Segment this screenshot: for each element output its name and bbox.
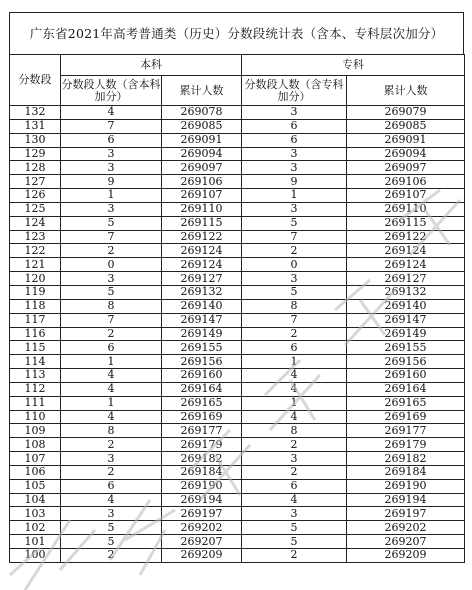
zhuanke-count-cell: 4 (242, 369, 347, 383)
zhuanke-count-cell: 5 (242, 285, 347, 299)
table-row (10, 341, 465, 355)
zhuanke-cumulative-cell: 269179 (347, 438, 465, 452)
table-body (10, 106, 465, 563)
table-row (10, 313, 465, 327)
score-cell: 126 (10, 189, 61, 203)
score-cell: 112 (10, 382, 61, 396)
score-cell: 131 (10, 119, 61, 133)
zhuanke-count-cell: 1 (242, 396, 347, 410)
benke-count-cell: 3 (61, 202, 162, 216)
benke-count-cell: 3 (61, 147, 162, 161)
table-row (10, 410, 465, 424)
table-row (10, 355, 465, 369)
benke-cumulative-cell: 269107 (162, 189, 242, 203)
header-zhuanke: 专科 (242, 55, 465, 76)
table-row (10, 106, 465, 120)
table-row (10, 396, 465, 410)
benke-cumulative-cell: 269177 (162, 424, 242, 438)
benke-count-cell: 1 (61, 355, 162, 369)
score-cell: 103 (10, 507, 61, 521)
zhuanke-cumulative-cell: 269194 (347, 493, 465, 507)
benke-cumulative-cell: 269160 (162, 369, 242, 383)
header-score: 分数段 (10, 55, 61, 106)
zhuanke-cumulative-cell: 269132 (347, 285, 465, 299)
benke-cumulative-cell: 269124 (162, 258, 242, 272)
score-cell: 110 (10, 410, 61, 424)
zhuanke-count-cell: 8 (242, 299, 347, 313)
score-cell: 107 (10, 452, 61, 466)
benke-cumulative-cell: 269182 (162, 452, 242, 466)
table-row (10, 327, 465, 341)
zhuanke-cumulative-cell: 269164 (347, 382, 465, 396)
zhuanke-cumulative-cell: 269122 (347, 230, 465, 244)
zhuanke-count-cell: 6 (242, 133, 347, 147)
benke-count-cell: 3 (61, 272, 162, 286)
table-row (10, 202, 465, 216)
zhuanke-count-cell: 3 (242, 106, 347, 120)
table-row (10, 535, 465, 549)
zhuanke-cumulative-cell: 269160 (347, 369, 465, 383)
benke-count-cell: 4 (61, 410, 162, 424)
score-cell: 125 (10, 202, 61, 216)
benke-count-cell: 8 (61, 299, 162, 313)
table-row (10, 119, 465, 133)
score-cell: 128 (10, 161, 61, 175)
zhuanke-count-cell: 2 (242, 438, 347, 452)
table-row (10, 147, 465, 161)
table-row (10, 465, 465, 479)
benke-cumulative-cell: 269132 (162, 285, 242, 299)
benke-cumulative-cell: 269184 (162, 465, 242, 479)
zhuanke-cumulative-cell: 269202 (347, 521, 465, 535)
header-zhuanke-count: 分数段人数（含专科加分） (242, 76, 347, 106)
zhuanke-cumulative-cell: 269169 (347, 410, 465, 424)
score-cell: 123 (10, 230, 61, 244)
benke-cumulative-cell: 269165 (162, 396, 242, 410)
zhuanke-cumulative-cell: 269079 (347, 106, 465, 120)
table-row (10, 189, 465, 203)
score-cell: 111 (10, 396, 61, 410)
benke-cumulative-cell: 269202 (162, 521, 242, 535)
zhuanke-count-cell: 5 (242, 535, 347, 549)
table-row (10, 230, 465, 244)
benke-cumulative-cell: 269155 (162, 341, 242, 355)
zhuanke-count-cell: 0 (242, 258, 347, 272)
zhuanke-cumulative-cell: 269184 (347, 465, 465, 479)
benke-cumulative-cell: 269207 (162, 535, 242, 549)
table-row (10, 438, 465, 452)
zhuanke-count-cell: 2 (242, 549, 347, 563)
benke-count-cell: 9 (61, 175, 162, 189)
zhuanke-count-cell: 3 (242, 452, 347, 466)
score-cell: 113 (10, 369, 61, 383)
score-cell: 114 (10, 355, 61, 369)
benke-count-cell: 2 (61, 438, 162, 452)
score-cell: 120 (10, 272, 61, 286)
score-cell: 122 (10, 244, 61, 258)
benke-count-cell: 7 (61, 230, 162, 244)
score-cell: 124 (10, 216, 61, 230)
benke-cumulative-cell: 269085 (162, 119, 242, 133)
benke-count-cell: 7 (61, 119, 162, 133)
benke-cumulative-cell: 269209 (162, 549, 242, 563)
score-cell: 119 (10, 285, 61, 299)
score-cell: 116 (10, 327, 61, 341)
benke-cumulative-cell: 269140 (162, 299, 242, 313)
benke-cumulative-cell: 269110 (162, 202, 242, 216)
zhuanke-count-cell: 5 (242, 216, 347, 230)
score-cell: 101 (10, 535, 61, 549)
benke-count-cell: 6 (61, 341, 162, 355)
zhuanke-count-cell: 1 (242, 355, 347, 369)
score-cell: 127 (10, 175, 61, 189)
benke-cumulative-cell: 269156 (162, 355, 242, 369)
score-cell: 132 (10, 106, 61, 120)
zhuanke-count-cell: 3 (242, 161, 347, 175)
benke-count-cell: 1 (61, 396, 162, 410)
benke-cumulative-cell: 269097 (162, 161, 242, 175)
zhuanke-count-cell: 6 (242, 119, 347, 133)
zhuanke-cumulative-cell: 269124 (347, 258, 465, 272)
zhuanke-count-cell: 4 (242, 382, 347, 396)
benke-count-cell: 4 (61, 382, 162, 396)
zhuanke-cumulative-cell: 269107 (347, 189, 465, 203)
score-table-sheet (9, 12, 464, 563)
benke-cumulative-cell: 269122 (162, 230, 242, 244)
zhuanke-count-cell: 6 (242, 479, 347, 493)
zhuanke-cumulative-cell: 269124 (347, 244, 465, 258)
benke-count-cell: 7 (61, 313, 162, 327)
table-row (10, 549, 465, 563)
table-row (10, 493, 465, 507)
zhuanke-cumulative-cell: 269182 (347, 452, 465, 466)
benke-cumulative-cell: 269124 (162, 244, 242, 258)
benke-cumulative-cell: 269127 (162, 272, 242, 286)
score-cell: 118 (10, 299, 61, 313)
zhuanke-cumulative-cell: 269091 (347, 133, 465, 147)
benke-count-cell: 4 (61, 106, 162, 120)
benke-cumulative-cell: 269115 (162, 216, 242, 230)
table-row (10, 216, 465, 230)
zhuanke-cumulative-cell: 269140 (347, 299, 465, 313)
header-benke: 本科 (61, 55, 242, 76)
score-cell: 109 (10, 424, 61, 438)
benke-cumulative-cell: 269169 (162, 410, 242, 424)
zhuanke-count-cell: 4 (242, 493, 347, 507)
benke-cumulative-cell: 269149 (162, 327, 242, 341)
zhuanke-cumulative-cell: 269207 (347, 535, 465, 549)
zhuanke-cumulative-cell: 269190 (347, 479, 465, 493)
zhuanke-count-cell: 6 (242, 341, 347, 355)
benke-count-cell: 4 (61, 369, 162, 383)
table-row (10, 479, 465, 493)
benke-count-cell: 3 (61, 161, 162, 175)
zhuanke-count-cell: 1 (242, 189, 347, 203)
benke-count-cell: 2 (61, 465, 162, 479)
benke-count-cell: 3 (61, 507, 162, 521)
zhuanke-count-cell: 2 (242, 327, 347, 341)
score-cell: 102 (10, 521, 61, 535)
benke-cumulative-cell: 269094 (162, 147, 242, 161)
zhuanke-cumulative-cell: 269106 (347, 175, 465, 189)
benke-cumulative-cell: 269147 (162, 313, 242, 327)
benke-count-cell: 8 (61, 424, 162, 438)
benke-count-cell: 6 (61, 133, 162, 147)
benke-count-cell: 5 (61, 285, 162, 299)
zhuanke-count-cell: 2 (242, 244, 347, 258)
zhuanke-cumulative-cell: 269156 (347, 355, 465, 369)
zhuanke-count-cell: 8 (242, 424, 347, 438)
zhuanke-cumulative-cell: 269155 (347, 341, 465, 355)
zhuanke-count-cell: 7 (242, 313, 347, 327)
zhuanke-count-cell: 3 (242, 272, 347, 286)
header-benke-cumulative: 累计人数 (162, 76, 242, 106)
benke-cumulative-cell: 269197 (162, 507, 242, 521)
zhuanke-cumulative-cell: 269197 (347, 507, 465, 521)
score-cell: 121 (10, 258, 61, 272)
score-cell: 129 (10, 147, 61, 161)
table-row (10, 382, 465, 396)
score-cell: 104 (10, 493, 61, 507)
header-zhuanke-cumulative: 累计人数 (347, 76, 465, 106)
benke-cumulative-cell: 269164 (162, 382, 242, 396)
header-benke-count: 分数段人数（含本科加分） (61, 76, 162, 106)
benke-count-cell: 2 (61, 244, 162, 258)
table-row (10, 507, 465, 521)
zhuanke-cumulative-cell: 269177 (347, 424, 465, 438)
score-cell: 130 (10, 133, 61, 147)
table-row (10, 133, 465, 147)
table-row (10, 452, 465, 466)
zhuanke-cumulative-cell: 269209 (347, 549, 465, 563)
zhuanke-cumulative-cell: 269149 (347, 327, 465, 341)
score-cell: 105 (10, 479, 61, 493)
benke-cumulative-cell: 269179 (162, 438, 242, 452)
table-row (10, 369, 465, 383)
table-row (10, 285, 465, 299)
table-row (10, 424, 465, 438)
zhuanke-count-cell: 9 (242, 175, 347, 189)
table-row (10, 258, 465, 272)
zhuanke-cumulative-cell: 269097 (347, 161, 465, 175)
table-row (10, 175, 465, 189)
benke-cumulative-cell: 269078 (162, 106, 242, 120)
benke-cumulative-cell: 269091 (162, 133, 242, 147)
zhuanke-count-cell: 7 (242, 230, 347, 244)
zhuanke-cumulative-cell: 269127 (347, 272, 465, 286)
score-cell: 106 (10, 465, 61, 479)
table-row (10, 272, 465, 286)
benke-count-cell: 5 (61, 535, 162, 549)
benke-count-cell: 4 (61, 493, 162, 507)
zhuanke-count-cell: 4 (242, 410, 347, 424)
table-row (10, 161, 465, 175)
zhuanke-cumulative-cell: 269147 (347, 313, 465, 327)
table-row (10, 521, 465, 535)
score-cell: 117 (10, 313, 61, 327)
table-row (10, 244, 465, 258)
score-distribution-table (9, 54, 465, 563)
zhuanke-cumulative-cell: 269115 (347, 216, 465, 230)
benke-count-cell: 3 (61, 452, 162, 466)
zhuanke-cumulative-cell: 269085 (347, 119, 465, 133)
benke-count-cell: 1 (61, 189, 162, 203)
benke-count-cell: 2 (61, 549, 162, 563)
zhuanke-cumulative-cell: 269094 (347, 147, 465, 161)
score-cell: 108 (10, 438, 61, 452)
score-cell: 115 (10, 341, 61, 355)
table-title: 广东省2021年高考普通类（历史）分数段统计表（含本、专科层次加分） (9, 12, 464, 54)
benke-count-cell: 5 (61, 216, 162, 230)
zhuanke-count-cell: 3 (242, 202, 347, 216)
zhuanke-cumulative-cell: 269110 (347, 202, 465, 216)
zhuanke-count-cell: 3 (242, 147, 347, 161)
zhuanke-count-cell: 2 (242, 465, 347, 479)
zhuanke-count-cell: 3 (242, 507, 347, 521)
benke-cumulative-cell: 269106 (162, 175, 242, 189)
score-cell: 100 (10, 549, 61, 563)
benke-count-cell: 0 (61, 258, 162, 272)
benke-count-cell: 6 (61, 479, 162, 493)
zhuanke-count-cell: 5 (242, 521, 347, 535)
zhuanke-cumulative-cell: 269165 (347, 396, 465, 410)
table-row (10, 299, 465, 313)
benke-count-cell: 5 (61, 521, 162, 535)
benke-count-cell: 2 (61, 327, 162, 341)
benke-cumulative-cell: 269190 (162, 479, 242, 493)
benke-cumulative-cell: 269194 (162, 493, 242, 507)
